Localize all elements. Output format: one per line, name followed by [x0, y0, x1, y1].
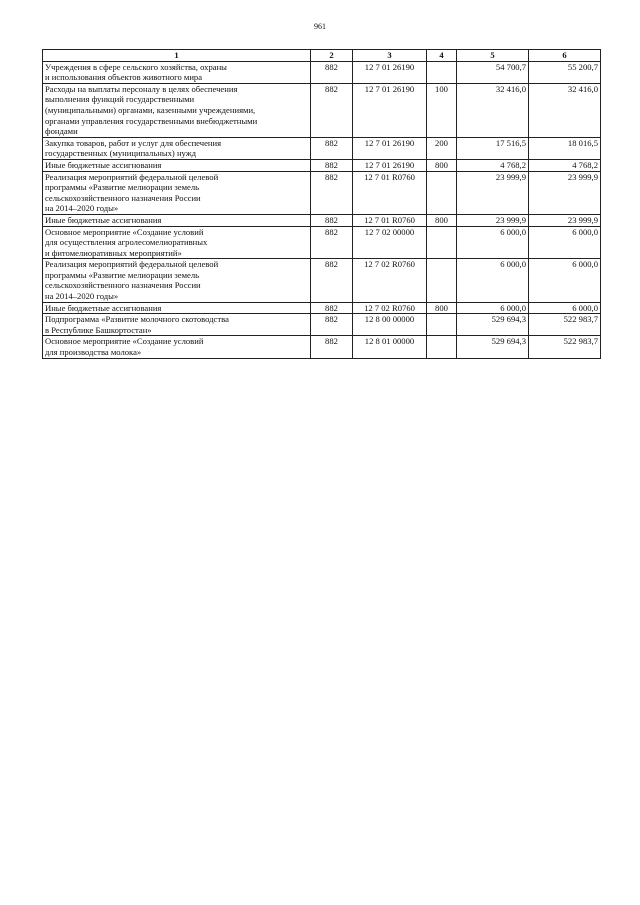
page-number: 961: [314, 22, 326, 31]
row-expense-type: 100: [427, 83, 457, 137]
row-ministry: 882: [311, 259, 353, 302]
column-header-expense-type: 4: [427, 50, 457, 62]
row-ministry: 882: [311, 61, 353, 83]
row-ministry: 882: [311, 214, 353, 226]
row-target: 12 7 01 26190: [353, 159, 427, 171]
column-header-ministry: 2: [311, 50, 353, 62]
table-row: [43, 336, 601, 358]
row-target: 12 7 02 R0760: [353, 259, 427, 302]
row-sum-2: 4 768,2: [529, 159, 601, 171]
row-sum-2: 522 983,7: [529, 336, 601, 358]
row-sum-2: 23 999,9: [529, 171, 601, 214]
row-sum-1: 54 700,7: [457, 61, 529, 83]
row-ministry: 882: [311, 171, 353, 214]
table-row: [43, 314, 601, 336]
table-row: [43, 61, 601, 83]
row-expense-type: 800: [427, 159, 457, 171]
row-name: Учреждения в сфере сельского хозяйства, охраны и использования объектов животного мира: [43, 61, 311, 83]
row-name: Подпрограмма «Развитие молочного скотоводства в Республике Башкортостан»: [43, 314, 311, 336]
row-sum-1: 32 416,0: [457, 83, 529, 137]
row-sum-2: 6 000,0: [529, 226, 601, 259]
row-ministry: 882: [311, 336, 353, 358]
table-row: [43, 302, 601, 314]
row-ministry: 882: [311, 137, 353, 159]
row-target: 12 7 01 26190: [353, 61, 427, 83]
column-header-target: 3: [353, 50, 427, 62]
column-header-sum-1: 5: [457, 50, 529, 62]
row-name: Иные бюджетные ассигнования: [43, 214, 311, 226]
column-header-name: 1: [43, 50, 311, 62]
row-sum-1: 17 516,5: [457, 137, 529, 159]
row-sum-1: 6 000,0: [457, 259, 529, 302]
table-header-row: [43, 50, 601, 62]
row-sum-2: 6 000,0: [529, 259, 601, 302]
row-expense-type: 200: [427, 137, 457, 159]
row-sum-2: 32 416,0: [529, 83, 601, 137]
row-target: 12 7 01 26190: [353, 83, 427, 137]
row-sum-1: 529 694,3: [457, 314, 529, 336]
row-name: Основное мероприятие «Создание условий для производства молока»: [43, 336, 311, 358]
row-target: 12 7 01 26190: [353, 137, 427, 159]
row-ministry: 882: [311, 226, 353, 259]
table-row: [43, 159, 601, 171]
row-target: 12 8 00 00000: [353, 314, 427, 336]
row-target: 12 7 02 00000: [353, 226, 427, 259]
column-header-sum-2: 6: [529, 50, 601, 62]
row-expense-type: [427, 336, 457, 358]
row-name: Реализация мероприятий федеральной целевой программы «Развитие мелиорации земель сельскохозяйственного назначения России на 2014–2020 годы»: [43, 259, 311, 302]
row-target: 12 7 02 R0760: [353, 302, 427, 314]
row-ministry: 882: [311, 83, 353, 137]
row-expense-type: 800: [427, 302, 457, 314]
row-expense-type: [427, 171, 457, 214]
row-name: Закупка товаров, работ и услуг для обеспечения государственных (муниципальных) нужд: [43, 137, 311, 159]
table-row: [43, 259, 601, 302]
table-row: [43, 137, 601, 159]
row-sum-2: 55 200,7: [529, 61, 601, 83]
row-sum-1: 23 999,9: [457, 214, 529, 226]
row-name: Иные бюджетные ассигнования: [43, 302, 311, 314]
row-target: 12 8 01 00000: [353, 336, 427, 358]
row-target: 12 7 01 R0760: [353, 171, 427, 214]
row-sum-1: 529 694,3: [457, 336, 529, 358]
table-row: [43, 171, 601, 214]
table-row: [43, 214, 601, 226]
budget-table: [42, 49, 601, 359]
row-expense-type: [427, 61, 457, 83]
row-name: Расходы на выплаты персоналу в целях обеспечения выполнения функций государственными (муниципальными) органами, казенными учреждениями, органами управления государственными внебюджетными фондами: [43, 83, 311, 137]
row-sum-2: 23 999,9: [529, 214, 601, 226]
table-row: [43, 83, 601, 137]
row-expense-type: [427, 314, 457, 336]
row-target: 12 7 01 R0760: [353, 214, 427, 226]
table-row: [43, 226, 601, 259]
row-name: Реализация мероприятий федеральной целевой программы «Развитие мелиорации земель сельскохозяйственного назначения России на 2014–2020 годы»: [43, 171, 311, 214]
row-sum-2: 6 000,0: [529, 302, 601, 314]
row-name: Основное мероприятие «Создание условий для осуществления агролесомелиоративных и фитомелиоративных мероприятий»: [43, 226, 311, 259]
row-ministry: 882: [311, 159, 353, 171]
row-sum-1: 23 999,9: [457, 171, 529, 214]
row-expense-type: [427, 226, 457, 259]
row-sum-1: 6 000,0: [457, 302, 529, 314]
row-sum-2: 522 983,7: [529, 314, 601, 336]
row-name: Иные бюджетные ассигнования: [43, 159, 311, 171]
row-sum-1: 6 000,0: [457, 226, 529, 259]
row-expense-type: [427, 259, 457, 302]
row-ministry: 882: [311, 302, 353, 314]
row-expense-type: 800: [427, 214, 457, 226]
row-ministry: 882: [311, 314, 353, 336]
row-sum-1: 4 768,2: [457, 159, 529, 171]
row-sum-2: 18 016,5: [529, 137, 601, 159]
